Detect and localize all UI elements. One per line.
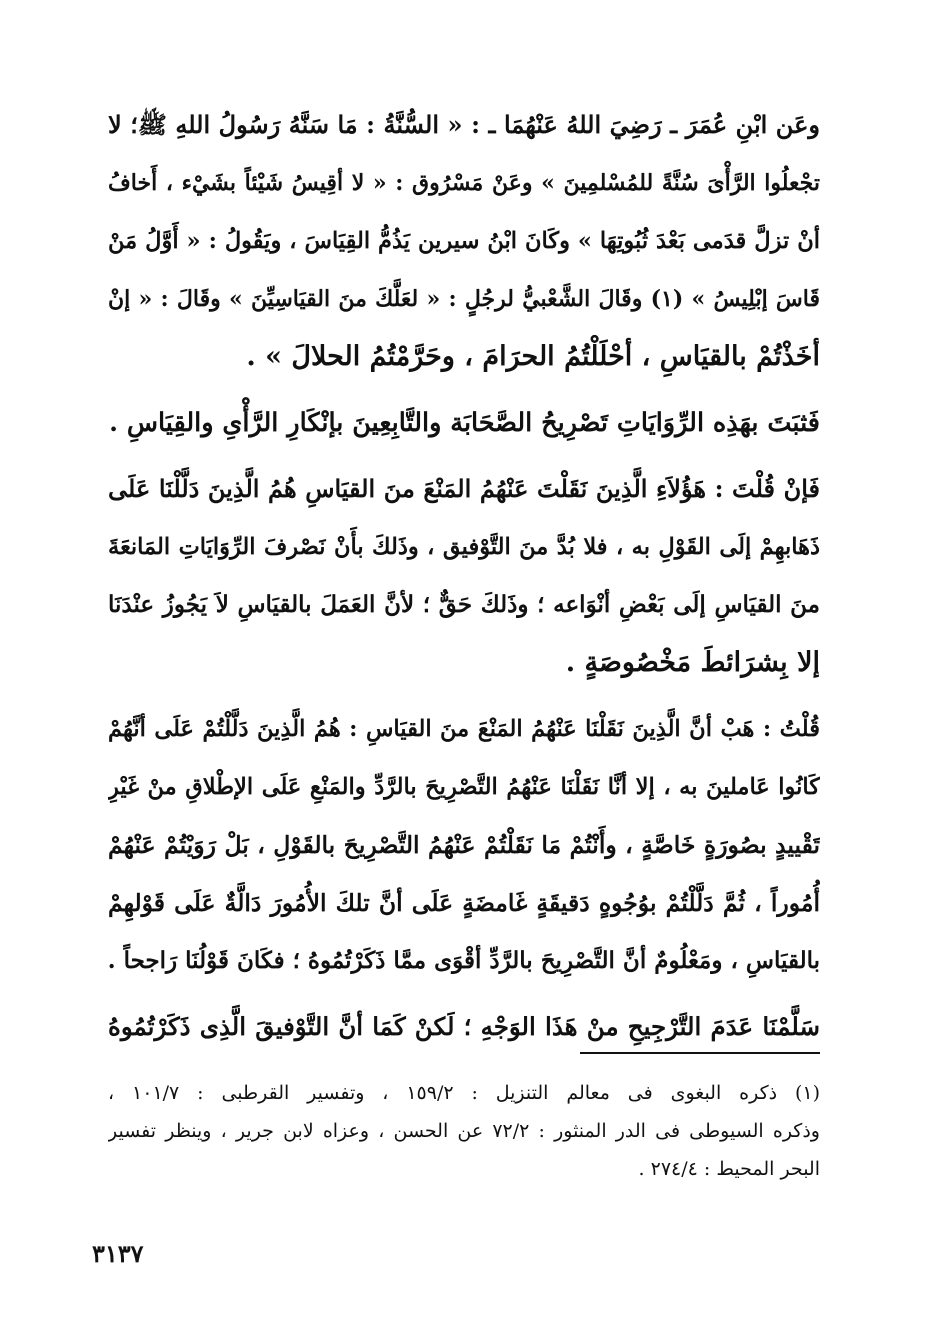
text-line: قُلْتُ : هَبْ أنَّ الَّذِينَ نَقَلْنَا عَنْهُمُ المَنْعَ منَ القيَاسِ : هُمُ الَّذِينَ دَلَّلْتُمْ عَلَى أنَّهُمْ [108, 716, 820, 742]
text-line: تجْعلُوا الرَّأْىَ سُنَّةً للمُسْلمِينَ » وعَنْ مَسْرُوق : « لا أقِيسُ شَيْئاً بشَيْء ، أَخافُ [108, 170, 820, 196]
text-line: بالقيَاسِ ، ومَعْلُومٌ أنَّ التَّصْرِيحَ بالرَّدِّ أقْوَى ممَّا ذَكَرْتُمُوهُ ؛ فكَانَ قَوْلُنَا رَاجحاً . [108, 947, 820, 974]
text-line: سَلَّمْنَا عَدَمَ التَّرْجِيحِ منْ هَذَا الوَجْهِ ؛ لَكنْ كَمَا أنَّ التَّوْفيقَ الَّذِى ذَكَرْتُمُوهُ [108, 1012, 820, 1041]
text-line: وعَن ابْنِ عُمَرَ ـ رَضِيَ اللهُ عَنْهُمَا ـ : « السُّنَّةُ : مَا سَنَّهُ رَسُولُ اللهِ ﷺ؛ لا [108, 110, 820, 139]
footnote-line: وذكره السيوطى فى الدر المنثور : ٧٢/٢ عن الحسن ، وعزاه لابن جرير ، وينظر تفسير [108, 1120, 820, 1142]
text-line: كَانُوا عَاملينَ به ، إلا أنَّا نَقَلْنَا عَنْهُمُ التَّصْرِيحَ بالرَّدِّ والمَنْعِ عَلَى الإطْلاقِ منْ غَيْرِ [108, 774, 820, 800]
footnote-line: (١) ذكره البغوى فى معالم التنزيل : ١٥٩/٢ ، وتفسير القرطبى : ١٠١/٧ ، [108, 1082, 820, 1104]
paragraph-1 [108, 96, 820, 386]
text-line: أنْ تزلَّ قدَمى بَعْدَ ثُبُوتِهَا » وكَانَ ابْنُ سيرين يَذُمُّ القِيَاسَ ، ويَقُولُ : « أَوَّلُ مَنْ [108, 228, 820, 254]
text-line: فَثبَتَ بهَذِه الرِّوَايَاتِ تَصْرِيحُ الصَّحَابَة والتَّابِعِينَ بإنْكَارِ الرَّأْىِ والقِيَاسِ . [109, 408, 820, 438]
footnotes [108, 1074, 820, 1188]
text-line: قَاسَ إبْلِيسُ » (١) وقَالَ الشَّعْبيُّ لرجُلٍ : « لعَلَّكَ منَ القيَاسِيِّنَ » وقَالَ : « إنْ [108, 286, 820, 312]
main-text [108, 96, 820, 1056]
text-line: أُمُوراً ، ثُمَّ دَلَّلْتُمْ بوُجُوهٍ دَقيقَةٍ غَامضَةٍ عَلَى أنَّ تلكَ الأُمُورَ دَالَّةٌ عَلَى قَوْلهِمْ [108, 889, 820, 917]
text-line: فَإنْ قُلْتَ : هَؤُلاَءِ الَّذِينَ نَقَلْتَ عَنْهُمُ المَنْعَ منَ القيَاسِ هُمُ الَّذِينَ دَلَّلْنَا عَلَى [108, 474, 820, 503]
text-line: أخَذْتُمْ بالقيَاسِ ، أحْلَلْتُمُ الحرَامَ ، وحَرَّمْتُمُ الحلالَ » . [246, 341, 820, 372]
paragraph-2 [108, 394, 820, 452]
footnote-divider [580, 1052, 820, 1054]
footnote-line: البحر المحيط : ٢٧٤/٤ . [638, 1158, 820, 1180]
page-number: ٣١٣٧ [92, 1239, 144, 1268]
paragraph-5 [108, 998, 820, 1056]
paragraph-3 [108, 460, 820, 692]
paragraph-4 [108, 700, 820, 990]
text-line: إلا بِشرَائطَ مَخْصُوصَةٍ . [565, 647, 820, 678]
text-line: منَ القيَاسِ إلَى بَعْضِ أنْوَاعه ؛ وذَلكَ حَقٌّ ؛ لأنَّ العَمَلَ بالقيَاسِ لاَ يَجُوزُ عنْدَنَا [108, 591, 820, 618]
text-line: ذَهَابهِمْ إلَى القَوْلِ به ، فلا بُدَّ منَ التَّوْفيق ، وذَلكَ بأَنْ نَصْرفَ الرِّوَايَاتِ المَانعَةَ [108, 534, 820, 560]
text-line: تَقْييدٍ بصُورَةٍ خَاصَّةٍ ، وأَنْتُمْ مَا نَقَلْتُمْ عَنْهُمُ التَّصْرِيحَ بالقَوْلِ ، بَلْ رَوَيْتُمْ عَنْهُمْ [108, 831, 820, 859]
